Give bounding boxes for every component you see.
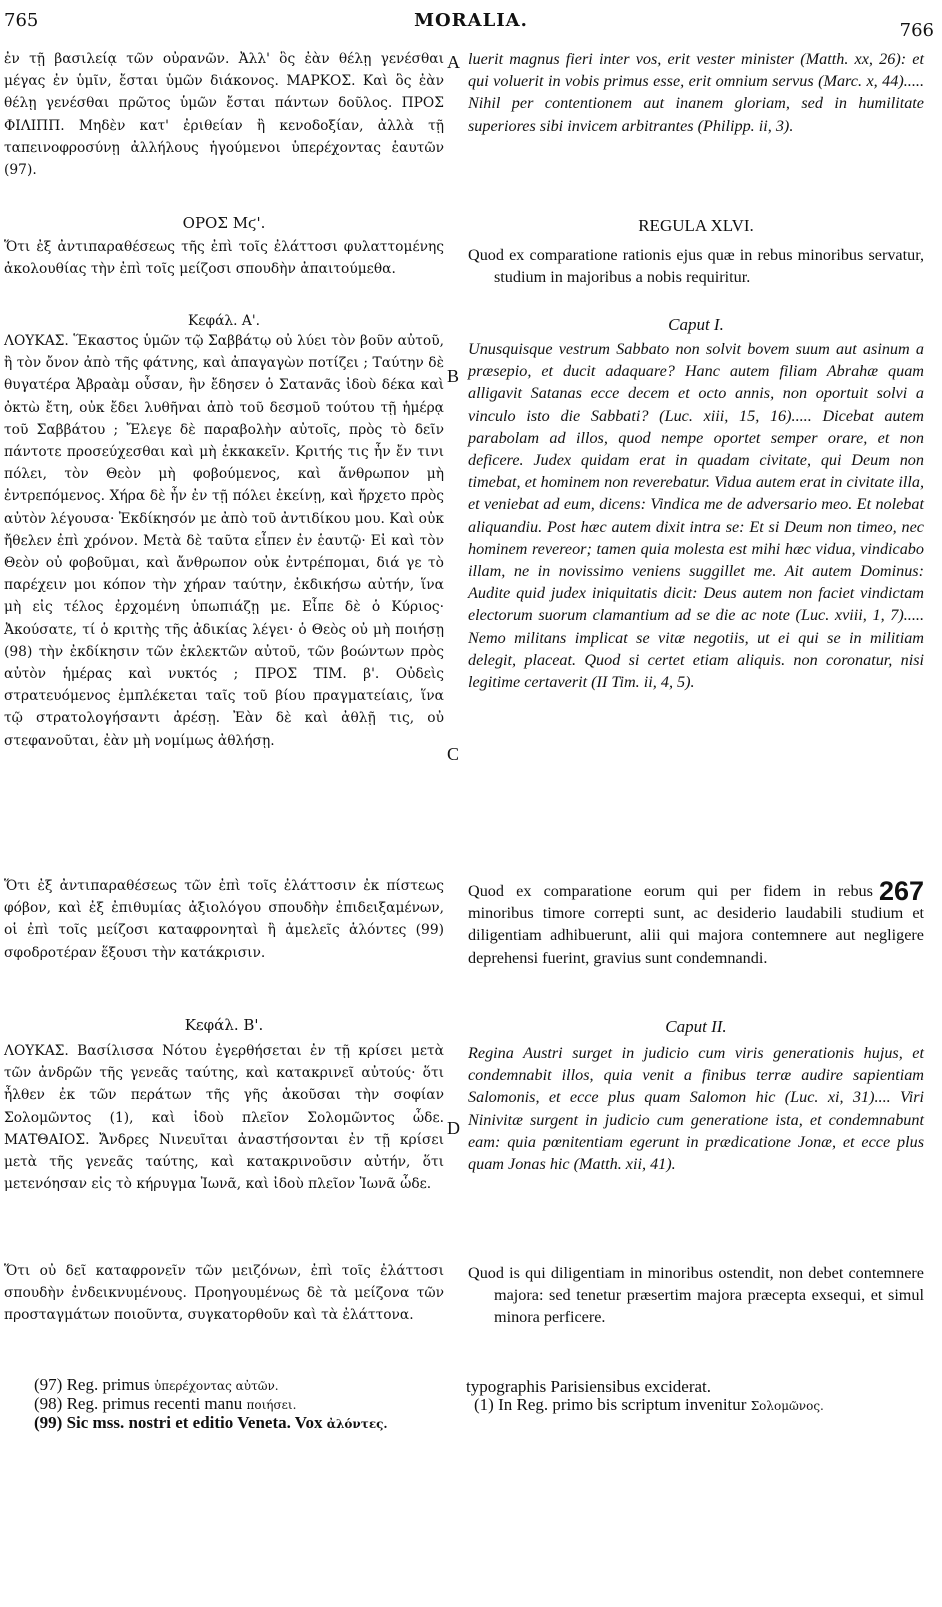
footnote-1: (1) In Reg. primo bis scriptum invenitur Σολομῶνος.	[474, 1395, 824, 1414]
latin-chapter-1-heading: Caput I.	[668, 315, 724, 334]
footnotes-left	[34, 1376, 454, 1433]
latin-chapter-2-heading: Caput II.	[665, 1017, 727, 1036]
column-number-267: 267	[878, 876, 924, 906]
latin-chapter-1-text: Unusquisque vestrum Sabbato non solvit bovem suum aut asinum a præsepio, et ducit adaquare? Hanc autem filiam Abrahæ quam alligavit Satanas ecce decem et octo annis, non oportuit solvi a vinculo isto die Sabbati? (Luc. xiii, 15, 16)..... Dicebat autem parabolam ad illos, quod nempe oportet semper orare, et non deficere. Judex quidam erat in quadam civitate, qui Deum non timebat, et hominem non reverebatur. Vidua autem erat in civitate illa, et veniebat ad eum, dicens: Vindica me de adversario meo. Et nolebat aliquandiu. Post hæc autem dixit intra se: Et si Deum non timeo, nec hominem revereor; tamen quia molesta est mihi hæc vidua, vindicabo illam, ne in novissimo veniens suggillet me. Ait autem Dominus: Audite quid judex iniquitatis dicit: Deus autem non faciet vindictam electorum suorum clamantium ad se die ac note (Luc. xviii, 1, 7)..... Nemo militans implicat se vitæ negotiis, ut ei qui se in militiam delegit, placeat. Quod si certet etiam aliquis. non coronatur, nisi legitime certaverit (II Tim. ii, 4, 5).	[468, 340, 924, 692]
page-number-right: 766	[899, 20, 934, 41]
greek-chapter-2-text: ΛΟΥΚΑΣ. Βασίλισσα Νότου ἐγερθήσεται ἐν τῇ κρίσει μετὰ τῶν ἀνδρῶν τῆς γενεᾶς ταύτης, καὶ κατακρινεῖ αὐτούς· ὅτι ἦλθεν ἐκ τῶν περάτων τῆς γῆς ἀκοῦσαι τὴν σοφίαν Σολομῶντος (1), καὶ ἰδοὺ πλεῖον Σολομῶντος ὧδε. ΜΑΤΘΑΙΟΣ. Ἄνδρες Νινευῖται ἀναστήσονται ἐν τῇ κρίσει μετὰ τῆς γενεᾶς ταύτης, καὶ κατακρινοῦσιν αὐτήν, ὅτι μετενόησαν εἰς τὸ κήρυγμα Ἰωνᾶ, καὶ ἰδοὺ πλεῖον Ἰωνᾶ ὧδε.	[4, 1043, 444, 1193]
page-number-left: 765	[4, 10, 39, 31]
footnote-97: (97) Reg. primus ὑπερέχοντας αὐτῶν.	[34, 1375, 279, 1394]
latin-regula-heading: REGULA XLVI.	[638, 216, 754, 235]
latin-intro: luerit magnus fieri inter vos, erit vester minister (Matth. xx, 26): et qui voluerit in vobis primus esse, erit omnium servus (Marc. x, 44)..... Nihil per contentionem aut inanem gloriam, sed in humilitate superiores sibi invicem arbitrantes (Philipp. ii, 3).	[468, 50, 924, 135]
margin-letter-a: A	[447, 52, 460, 72]
latin-summary-c: Quod is qui diligentiam in minoribus ostendit, non debet contemnere majora: sed tenetur præsertim majora præcepta exsequi, et simul minora perficere.	[468, 1264, 924, 1327]
margin-letter-b: B	[447, 366, 460, 386]
latin-regula-summary: Quod ex comparatione rationis ejus quæ in rebus minoribus servatur, studium in majoribus a nobis requiritur.	[468, 246, 924, 287]
greek-summary-b: Ὅτι ἐξ ἀντιπαραθέσεως τῶν ἐπὶ τοῖς ἐλάττοσιν ἐκ πίστεως φόβον, καὶ ἐξ ἐπιθυμίας ἀξιολόγου σπουδὴν ἐπιδειξαμένων, οἱ ἐπὶ τοῖς μείζοσι καταφρονηταὶ ἢ ἀμελεῖς ἁλόντες (99) σφοδροτέραν ἕξουσι τὴν κατάκρισιν.	[4, 878, 444, 961]
greek-horos-heading: ΟΡΟΣ Μϛ'.	[182, 214, 266, 232]
greek-chapter-2-heading: Κεφάλ. Β'.	[184, 1016, 264, 1034]
latin-chapter-2-text: Regina Austri surget in judicio cum viris generationis hujus, et condemnabit illos, quia venit a finibus terræ audire sapientiam Salomonis, et ecce plus quam Salomon hic (Luc. xi, 31).... Viri Ninivitæ surgent in judicio cum generatione ista, et condemnabunt eam: quia pœnitentiam egerunt in prædicatione Jonæ, et ecce plus quam Jonas hic (Matth. xii, 41).	[468, 1044, 924, 1174]
greek-horos-summary: Ὅτι ἐξ ἀντιπαραθέσεως τῆς ἐπὶ τοῖς ἐλάττοσι φυλαττομένης ἀκολουθίας τὴν ἐπὶ τοῖς μείζοσι σπουδὴν ἀπαιτούμεθα.	[4, 239, 444, 278]
greek-chapter-1-heading: Κεφάλ. Α'.	[187, 313, 261, 329]
greek-chapter-1-text: ΛΟΥΚΑΣ. Ἕκαστος ὑμῶν τῷ Σαββάτῳ οὐ λύει τὸν βοῦν αὐτοῦ, ἢ τὸν ὄνον ἀπὸ τῆς φάτνης, καὶ ἀπαγαγὼν ποτίζει ; Ταύτην δὲ θυγατέρα Ἀβραὰμ οὖσαν, ἣν ἔδησεν ὁ Σατανᾶς ἰδοὺ δέκα καὶ ὀκτὼ ἔτη, οὐκ ἔδει λυθῆναι ἀπὸ τοῦ δεσμοῦ τούτου τῇ ἡμέρᾳ τοῦ Σαββάτου ; Ἔλεγε δὲ παραβολὴν αὐτοῖς, πρὸς τὸ δεῖν πάντοτε προσεύχεσθαι καὶ μὴ ἐκκακεῖν. Κριτής τις ἦν ἔν τινι πόλει, τὸν Θεὸν μὴ φοβούμενος, καὶ ἄνθρωπον μὴ ἐντρεπόμενος. Χήρα δὲ ἦν ἐν τῇ πόλει ἐκείνῃ, καὶ ἤρχετο πρὸς αὐτὸν λέγουσα· Ἐκδίκησόν με ἀπὸ τοῦ ἀντιδίκου μου. Καὶ οὐκ ἤθελεν ἐπὶ χρόνον. Μετὰ δὲ ταῦτα εἶπεν ἐν ἑαυτῷ· Εἰ καὶ τὸν Θεὸν οὐ φοβοῦμαι, καὶ ἄνθρωπον οὐκ ἐντρέπομαι, διά γε τὸ παρέχειν μοι κόπον τὴν χήραν ταύτην, ἐκδικήσω αὐτήν, ἵνα μὴ εἰς τέλος ἐρχομένη ὑπωπιάζῃ με. Εἶπε δὲ ὁ Κύριος· Ἀκούσατε, τί ὁ κριτὴς τῆς ἀδικίας λέγει· ὁ Θεὸς οὐ μὴ ποιήσῃ (98) τὴν ἐκδίκησιν τῶν ἐκλεκτῶν αὐτοῦ, τῶν βοώντων πρὸς αὐτὸν ἡμέρας καὶ νυκτός ; ΠΡΟΣ ΤΙΜ. β'. Οὐδεὶς στρατευόμενος ἐμπλέκεται ταῖς τοῦ βίου πραγματείαις, ἵνα τῷ στρατολογήσαντι ἀρέσῃ. Ἐὰν δὲ καὶ ἀθλῇ τις, οὐ στεφανοῦται, ἐὰν μὴ νομίμως ἀθλήσῃ.	[4, 333, 444, 749]
footnote-99: (99) Sic mss. nostri et editio Veneta. Vox ἀλόντες.	[34, 1413, 388, 1432]
margin-letter-d: D	[447, 1118, 460, 1138]
footnote-continuation: typographis Parisiensibus exciderat.	[466, 1377, 712, 1396]
running-title: MORALIA.	[414, 10, 528, 31]
greek-intro: ἐν τῇ βασιλείᾳ τῶν οὐρανῶν. Ἀλλ' ὃς ἐὰν θέλῃ γενέσθαι μέγας ἐν ὑμῖν, ἔσται ὑμῶν διάκονος. ΜΑΡΚΟΣ. Καὶ ὃς ἐὰν θέλῃ γενέσθαι πρῶτος ὑμῶν ἔσται πάντων δοῦλος. ΠΡΟΣ ΦΙΛΙΠΠ. Μηδὲν κατ' ἐριθείαν ἢ κενοδοξίαν, ἀλλὰ τῇ ταπεινοφροσύνῃ ἀλλήλους ἡγούμενοι ὑπερέχοντας ἑαυτῶν (97).	[4, 51, 444, 179]
footnote-98: (98) Reg. primus recenti manu ποιήσει.	[34, 1394, 297, 1413]
footnotes-right	[466, 1378, 916, 1415]
greek-summary-c: Ὅτι οὐ δεῖ καταφρονεῖν τῶν μειζόνων, ἐπὶ τοῖς ἐλάττοσι σπουδὴν ἐνδεικνυμένους. Προηγουμένως δὲ τὰ μείζονα τῶν προσταγμάτων ποιοῦντα, συγκατορθοῦν καὶ τὰ ἐλάττονα.	[4, 1263, 444, 1324]
latin-summary-b: 267 Quod ex comparatione eorum qui per fidem in rebus minoribus timore correpti sunt, ac desiderio laudabili studium et diligentiam adhibuerunt, alii qui majora contemnere aut negligere deprehensi fuerint, gravius sunt condemnandi.	[468, 876, 924, 967]
margin-letter-c: C	[447, 744, 460, 764]
